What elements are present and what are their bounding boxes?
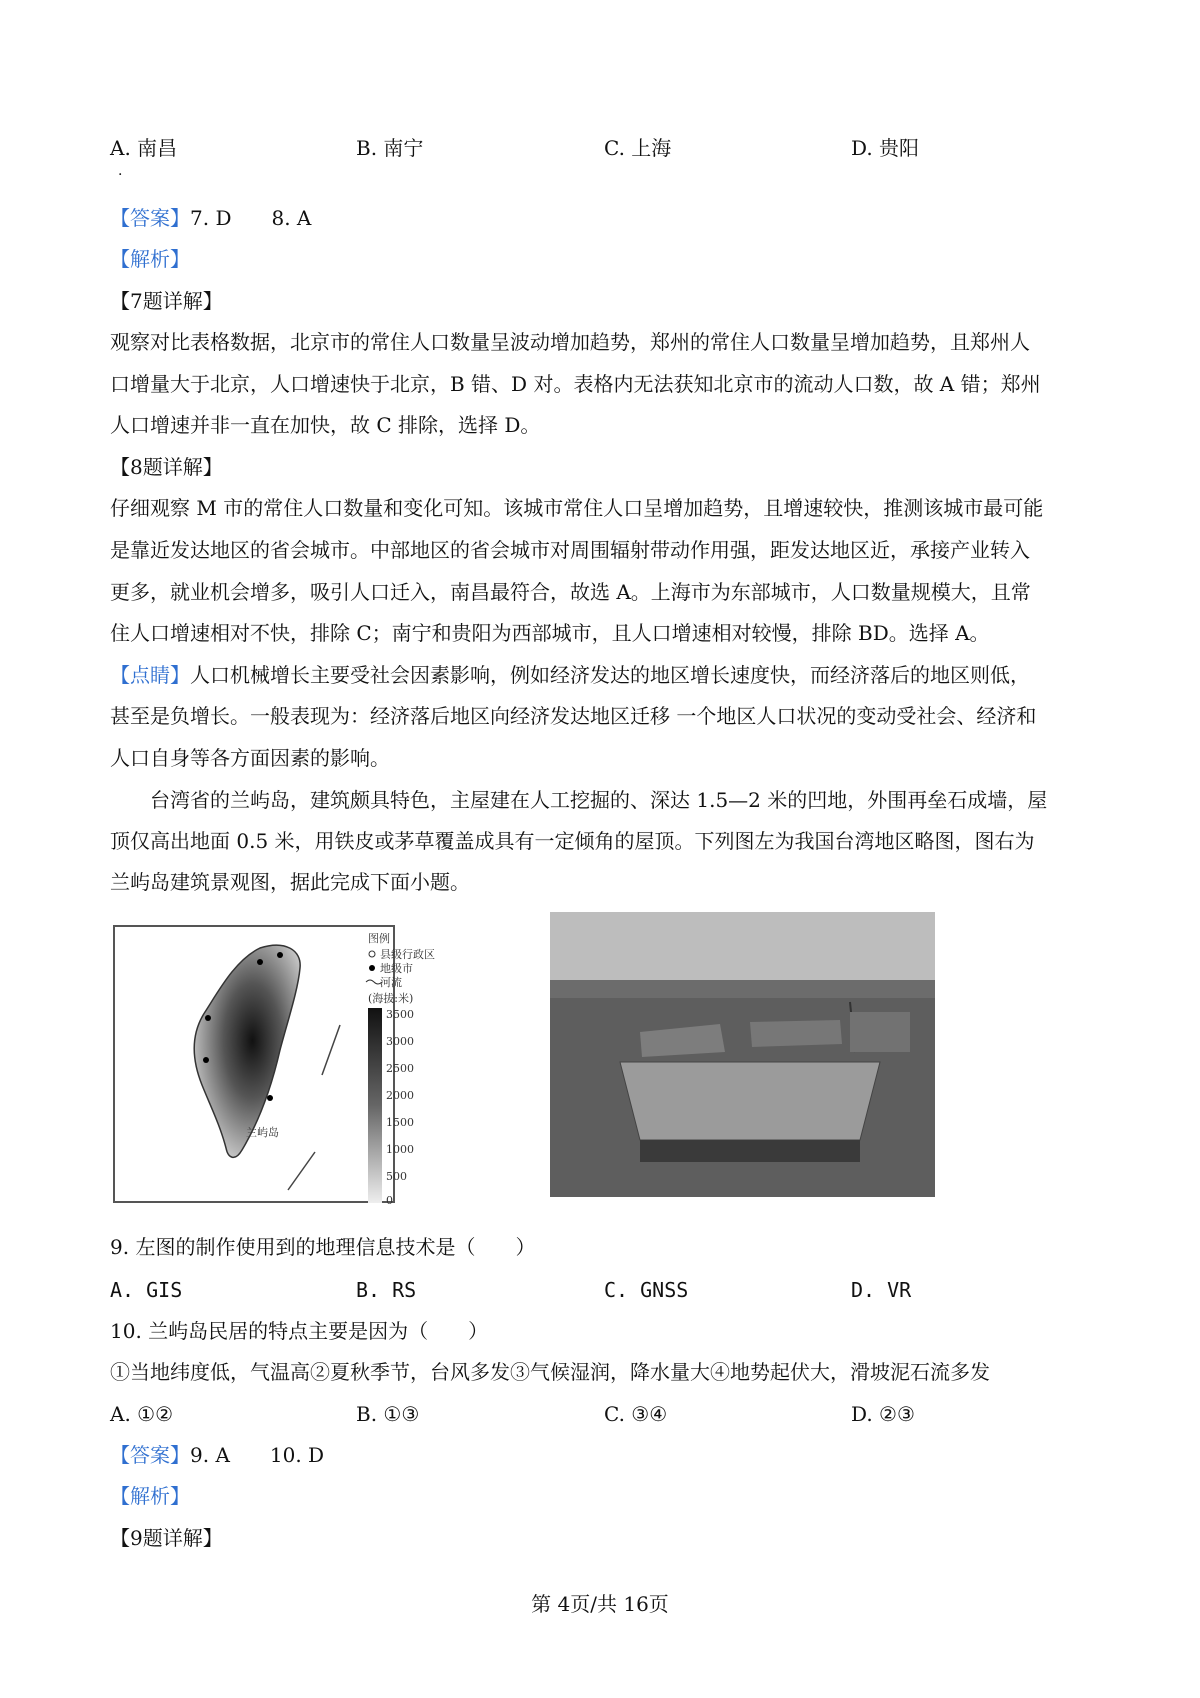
elevation-bar — [368, 1008, 382, 1203]
island-label: 兰屿岛 — [246, 1126, 279, 1139]
taiwan-map — [110, 920, 455, 1208]
bullet-dot: · — [118, 167, 123, 183]
city-marker — [267, 1095, 273, 1101]
tip-line — [110, 663, 1030, 687]
q9-option-a: A. GIS — [110, 1278, 183, 1302]
city-marker — [277, 952, 283, 958]
elev-tick: 0 — [386, 1194, 393, 1207]
q10-option-a: A. ①② — [110, 1402, 174, 1426]
q7-detail-line: 口增量大于北京，人口增速快于北京，B 错、D 对。表格内无法获知北京市的流动人口数，故 A 错；郑州 — [110, 372, 1041, 396]
tip-label: 【点睛】 — [110, 663, 190, 687]
q8-detail-line: 住人口增速相对不快，排除 C；南宁和贵阳为西部城市，且人口增速相对较慢，排除 BD。选择 A。 — [110, 621, 990, 645]
passage-line: 台湾省的兰屿岛，建筑颇具特色，主屋建在人工挖掘的、深达 1.5—2 米的凹地，外围再垒石成墙，屋 — [110, 788, 1048, 812]
passage-line: 兰屿岛建筑景观图，据此完成下面小题。 — [110, 870, 470, 894]
taiwan-map-figure — [110, 920, 455, 1208]
q9-option-b: B. RS — [356, 1278, 417, 1302]
analysis-label: 【解析】 — [110, 1484, 190, 1508]
city-marker — [257, 959, 263, 965]
q9-detail-heading: 【9题详解】 — [110, 1526, 223, 1550]
analysis-label: 【解析】 — [110, 247, 190, 271]
q10-option-c: C. ③④ — [604, 1402, 668, 1426]
q8-option-c: C. 上海 — [604, 136, 672, 160]
passage-line: 顶仅高出地面 0.5 米，用铁皮或茅草覆盖成具有一定倾角的屋顶。下列图左为我国台湾地区略图，图右为 — [110, 829, 1035, 853]
q8-detail-heading: 【8题详解】 — [110, 455, 223, 479]
tip-line: 甚至是负增长。一般表现为：经济落后地区向经济发达地区迁移 一个地区人口状况的变动受社会、经济和 — [110, 704, 1037, 728]
legend-item: 河流 — [380, 976, 402, 989]
q8-detail-line: 仔细观察 M 市的常住人口数量和变化可知。该城市常住人口呈增加趋势，且增速较快，推测该城市最可能 — [110, 496, 1044, 520]
legend-title: 图例 — [368, 932, 390, 945]
q10-option-b: B. ①③ — [356, 1402, 420, 1426]
tip-text: 人口机械增长主要受社会因素影响，例如经济发达的地区增长速度快，而经济落后的地区则低， — [190, 663, 1030, 687]
tip-line: 人口自身等各方面因素的影响。 — [110, 746, 390, 770]
q8-detail-line: 更多，就业机会增多，吸引人口迁入，南昌最符合，故选 A。上海市为东部城市，人口数量规模大，且常 — [110, 580, 1031, 604]
q10-statements: ①当地纬度低，气温高②夏秋季节，台风多发③气候湿润，降水量大④地势起伏大，滑坡泥石流多发 — [110, 1360, 990, 1384]
elev-tick: 1500 — [386, 1116, 414, 1129]
answer-label: 【答案】 — [110, 1443, 190, 1467]
q8-option-d: D. 贵阳 — [851, 136, 920, 160]
q9-option-d: D. VR — [851, 1278, 912, 1302]
elev-tick: 1000 — [386, 1143, 414, 1156]
elev-tick: 3000 — [386, 1035, 414, 1048]
answer-line-2 — [110, 1443, 324, 1467]
city-marker — [203, 1057, 209, 1063]
legend-item: 地级市 — [380, 962, 413, 975]
page-footer: 第 4页/共 16页 — [531, 1592, 669, 1616]
legend-item: 县级行政区 — [380, 948, 435, 961]
answer-text: 9. A 10. D — [190, 1443, 325, 1467]
lanyu-building-photo — [550, 912, 935, 1197]
q8-option-b: B. 南宁 — [356, 136, 424, 160]
q7-detail-heading: 【7题详解】 — [110, 289, 223, 313]
elev-tick: 2000 — [386, 1089, 414, 1102]
elev-tick: 500 — [386, 1170, 407, 1183]
answer-text: 7. D 8. A — [190, 206, 312, 230]
q9-option-c: C. GNSS — [604, 1278, 689, 1302]
elev-tick: 3500 — [386, 1008, 414, 1021]
q7-detail-line: 观察对比表格数据，北京市的常住人口数量呈波动增加趋势，郑州的常住人口数量呈增加趋势，且郑州人 — [110, 330, 1030, 354]
q8-detail-line: 是靠近发达地区的省会城市。中部地区的省会城市对周围辐射带动作用强，距发达地区近，承接产业转入 — [110, 538, 1030, 562]
city-marker — [205, 1015, 211, 1021]
q10-option-d: D. ②③ — [851, 1402, 915, 1426]
q9-stem: 9. 左图的制作使用到的地理信息技术是（ ） — [110, 1235, 536, 1259]
q10-stem: 10. 兰屿岛民居的特点主要是因为（ ） — [110, 1319, 489, 1343]
q8-option-a: A. 南昌 — [110, 136, 178, 160]
elevation-title: (海拔:米) — [368, 992, 414, 1005]
q7-detail-line: 人口增速并非一直在加快，故 C 排除，选择 D。 — [110, 413, 541, 437]
answer-line-1 — [110, 206, 311, 230]
answer-label: 【答案】 — [110, 206, 190, 230]
elev-tick: 2500 — [386, 1062, 414, 1075]
